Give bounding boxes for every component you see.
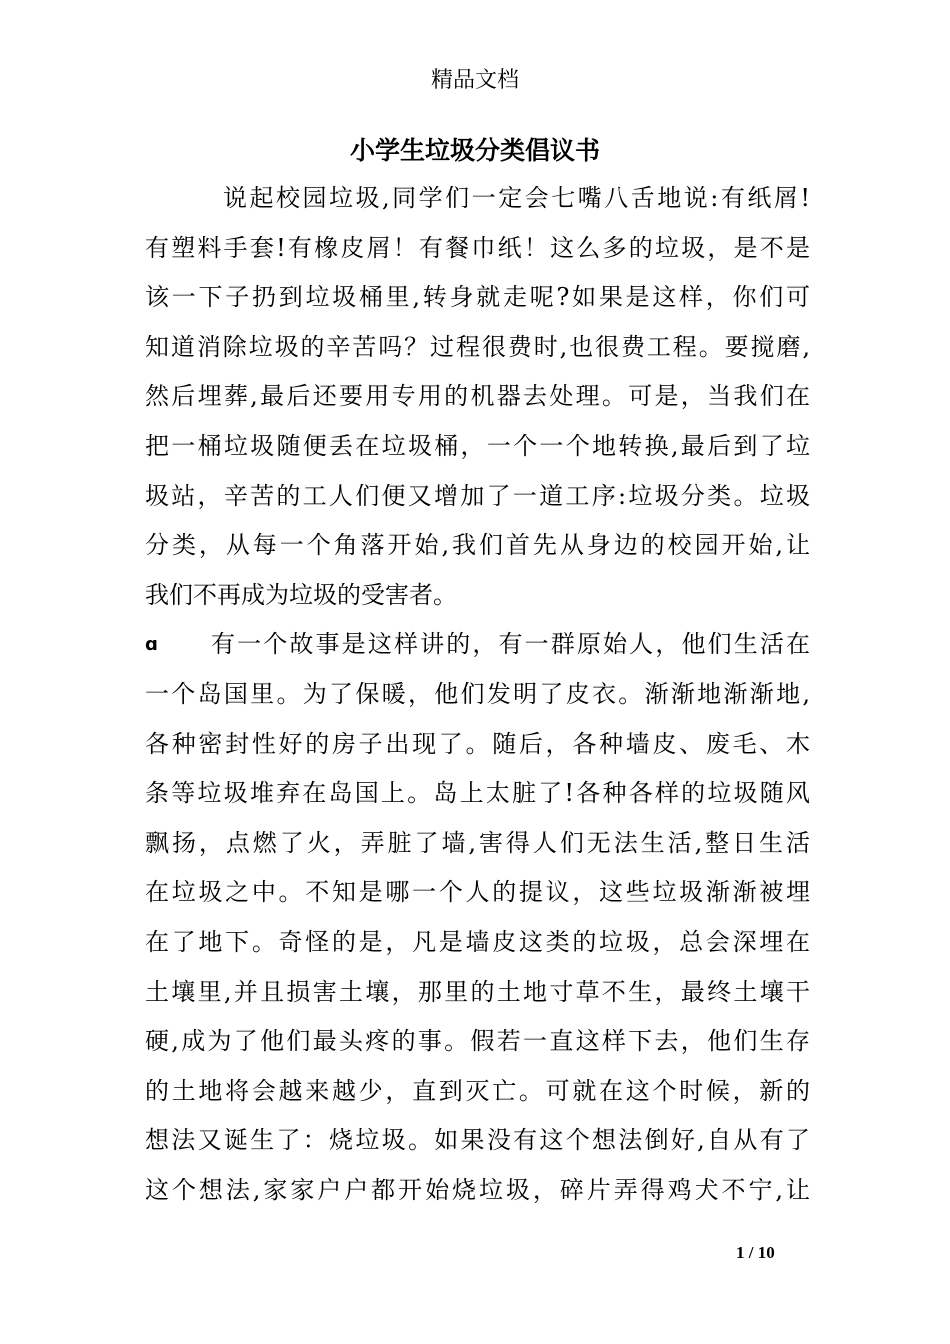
text-line: 分类，从每一个角落开始,我们首先从身边的校园开始,让 — [145, 531, 810, 560]
text-line: 在垃圾之中。不知是哪一个人的提议，这些垃圾渐渐被埋 — [145, 878, 810, 907]
paragraph-1 — [145, 174, 810, 620]
text-line: 圾站，辛苦的工人们便又增加了一道工序:垃圾分类。垃圾 — [145, 481, 810, 510]
text-line: 的土地将会越来越少，直到灭亡。可就在这个时候，新的 — [145, 1076, 810, 1105]
text-line: 把一桶垃圾随便丢在垃圾桶，一个一个地转换,最后到了垃 — [145, 431, 810, 460]
page-indicator: 1 / 10 — [736, 1243, 775, 1262]
paragraph-2 — [145, 620, 810, 1215]
text-line: 各种密封性好的房子出现了。随后，各种墙皮、废毛、木 — [145, 729, 810, 758]
text-line — [145, 620, 810, 670]
text-line: 该一下子扔到垃圾桶里,转身就走呢?如果是这样，你们可 — [145, 283, 810, 312]
text-line: 然后埋葬,最后还要用专用的机器去处理。可是，当我们在 — [145, 382, 810, 411]
text-line: 想法又诞生了：烧垃圾。如果没有这个想法倒好,自从有了 — [145, 1126, 810, 1155]
paragraph-mark: ɑ — [145, 634, 158, 656]
document-title: 小学生垃圾分类倡议书 — [349, 136, 600, 165]
text-line: 说起校园垃圾,同学们一定会七嘴八舌地说:有纸屑! — [223, 184, 810, 212]
text-line: 土壤里,并且损害土壤，那里的土地寸草不生，最终土壤干 — [145, 977, 810, 1006]
text-line: 这个想法,家家户户都开始烧垃圾，碎片弄得鸡犬不宁,让 — [145, 1175, 810, 1204]
text-line: 知道消除垃圾的辛苦吗？过程很费时,也很费工程。要搅磨, — [145, 332, 810, 361]
text-line: 飘扬，点燃了火，弄脏了墙,害得人们无法生活,整日生活 — [145, 828, 810, 857]
text-line: 有塑料手套!有橡皮屑！有餐巾纸！这么多的垃圾，是不是 — [145, 233, 810, 262]
text-line-content: 有一个故事是这样讲的，有一群原始人，他们生活在 — [211, 630, 810, 659]
text-line: 我们不再成为垃圾的受害者。 — [145, 580, 457, 609]
text-line: 条等垃圾堆弃在岛国上。岛上太脏了!各种各样的垃圾随风 — [145, 779, 810, 808]
page-header: 精品文档 — [430, 68, 519, 93]
text-line: 一个岛国里。为了保暖，他们发明了皮衣。渐渐地渐渐地, — [145, 679, 810, 708]
text-line: 硬,成为了他们最头疼的事。假若一直这样下去，他们生存 — [145, 1027, 810, 1056]
document-body — [145, 174, 810, 1215]
text-line: 在了地下。奇怪的是，凡是墙皮这类的垃圾，总会深埋在 — [145, 927, 810, 956]
